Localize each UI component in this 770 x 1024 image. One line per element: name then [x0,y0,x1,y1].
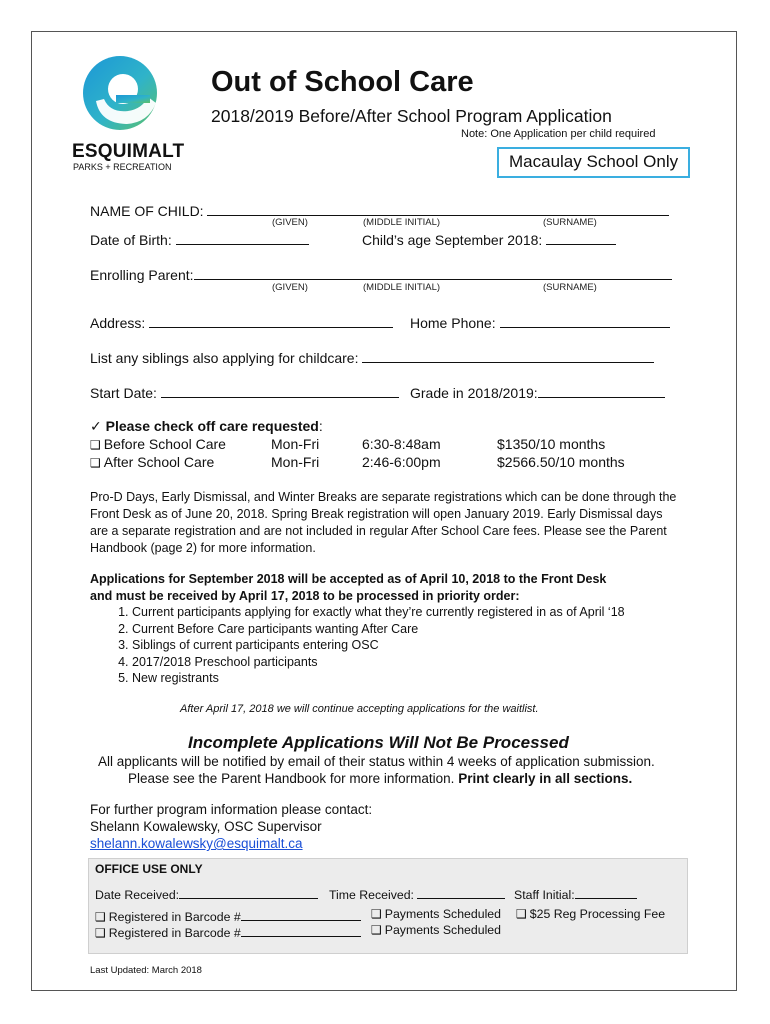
barcode-label: Registered in Barcode # [108,910,241,924]
address-label: Address: [90,315,146,331]
grade-label: Grade in 2018/2019: [410,385,538,401]
incomplete-heading: Incomplete Applications Will Not Be Processed [188,733,569,752]
list-item: 3. Siblings of current participants entering OSC [132,637,710,654]
reg-fee-row [516,907,665,921]
checkbox-icon[interactable]: ❑ [90,456,101,470]
reg-fee-label: $25 Reg Processing Fee [529,907,666,921]
barcode-row-2 [95,923,361,940]
payments-row-1 [371,907,501,921]
start-date-label: Start Date: [90,385,157,401]
child-age-label: Child’s age September 2018: [362,232,543,248]
staff-initial-row [514,885,637,902]
time-received-label: Time Received: [329,888,414,902]
siblings-field[interactable] [362,349,654,363]
contact-email-link[interactable]: shelann.kowalewsky@esquimalt.ca [90,836,303,851]
after-care-option[interactable] [90,454,214,470]
page-subtitle: 2018/2019 Before/After School Program Application [211,106,612,126]
staff-initial-field[interactable] [575,885,637,899]
child-surname-caption: (SURNAME) [543,217,597,228]
checkbox-icon[interactable]: ❑ [95,910,106,924]
home-phone-label: Home Phone: [410,315,496,331]
date-received-label: Date Received: [95,888,180,902]
contact-intro: For further program information please contact: [90,802,373,817]
school-only-box: Macaulay School Only [497,147,690,178]
before-care-option[interactable] [90,436,226,452]
handbook-text: Please see the Parent Handbook for more information. [128,771,455,786]
care-heading-colon: : [318,418,323,434]
list-item: 5. New registrants [132,670,710,687]
grade-row [410,384,665,401]
before-care-label: Before School Care [103,436,226,452]
checkbox-icon[interactable]: ❑ [516,907,527,921]
barcode-field[interactable] [241,923,361,937]
start-date-row [90,384,399,401]
office-use-box [88,858,688,954]
child-name-label-text: NAME OF CHILD: [90,203,204,219]
payments-label: Payments Scheduled [384,923,501,937]
grade-field[interactable] [538,384,665,398]
dob-row [90,231,309,248]
after-care-days: Mon-Fri [271,454,320,470]
parent-given-caption: (GIVEN) [272,282,308,293]
home-phone-row [410,314,670,331]
time-received-row [329,885,505,902]
dob-field[interactable] [176,231,309,245]
staff-initial-label: Staff Initial: [514,888,575,902]
list-item: 1. Current participants applying for exactly what they’re currently registered in as of April ‘18 [132,604,710,621]
contact-name: Shelann Kowalewsky, OSC Supervisor [90,819,322,834]
last-updated: Last Updated: March 2018 [90,965,202,976]
parent-row [90,266,672,283]
start-date-field[interactable] [161,384,399,398]
logo-subtext: PARKS + RECREATION [73,162,172,172]
parent-name-field[interactable] [194,266,672,280]
checkmark-icon: ✓ [90,419,102,435]
child-middle-caption: (MIDDLE INITIAL) [363,217,441,228]
parent-label: Enrolling Parent: [90,267,194,283]
address-field[interactable] [149,314,393,328]
barcode-label: Registered in Barcode # [108,926,241,940]
esquimalt-logo-icon [80,51,158,135]
address-row [90,314,393,331]
page-title: Out of School Care [211,66,474,98]
before-care-price: $1350/10 months [497,436,606,452]
checkbox-icon[interactable]: ❑ [371,923,382,937]
before-care-time: 6:30-8:48am [362,436,441,452]
payments-row-2 [371,923,501,937]
after-care-price: $2566.50/10 months [497,454,625,470]
application-page [31,31,737,991]
care-heading [90,418,323,435]
list-item: 4. 2017/2018 Preschool participants [132,654,710,671]
siblings-label: List any siblings also applying for childcare: [90,350,359,366]
barcode-field[interactable] [241,907,361,921]
after-care-time: 2:46-6:00pm [362,454,441,470]
child-name-field[interactable] [207,202,669,216]
after-care-label: After School Care [103,454,215,470]
child-age-field[interactable] [546,231,616,245]
waitlist-note: After April 17, 2018 we will continue accepting applications for the waitlist. [180,703,539,715]
parent-middle-caption: (MIDDLE INITIAL) [363,282,441,293]
office-use-title: OFFICE USE ONLY [95,862,203,876]
date-received-row [95,885,318,902]
date-received-field[interactable] [179,885,318,899]
dob-label: Date of Birth: [90,232,172,248]
notify-line: All applicants will be notified by email of their status within 4 weeks of application submission. [98,754,655,769]
pro-d-paragraph: Pro-D Days, Early Dismissal, and Winter Breaks are separate registrations which can be done through the Front Desk as of June 20, 2018. Spring Break registration will open January 2019. Early Dismissal days are a separate registration and are not included in regular After School Care fees. Please see the Parent Handbook (page 2) for more information. [90,490,677,555]
list-item: 2. Current Before Care participants wanting After Care [132,621,710,638]
priority-list [90,604,710,687]
child-age-row [362,231,616,248]
checkbox-icon[interactable]: ❑ [95,926,106,940]
home-phone-field[interactable] [500,314,670,328]
time-received-field[interactable] [417,885,505,899]
parent-surname-caption: (SURNAME) [543,282,597,293]
barcode-row-1 [95,907,361,924]
siblings-row [90,349,654,366]
application-note: Note: One Application per child required [461,128,656,140]
payments-label: Payments Scheduled [384,907,501,921]
applications-line-1: Applications for September 2018 will be accepted as of April 10, 2018 to the Front Desk [90,572,607,586]
checkbox-icon[interactable]: ❑ [90,438,101,452]
checkbox-icon[interactable]: ❑ [371,907,382,921]
print-clearly-text: Print clearly in all sections. [458,771,633,786]
logo-wordmark: ESQUIMALT [72,141,185,162]
applications-line-2: and must be received by April 17, 2018 to be processed in priority order: [90,589,520,603]
before-care-days: Mon-Fri [271,436,320,452]
child-given-caption: (GIVEN) [272,217,308,228]
care-heading-text: Please check off care requested [105,418,319,434]
handbook-line [128,771,632,786]
